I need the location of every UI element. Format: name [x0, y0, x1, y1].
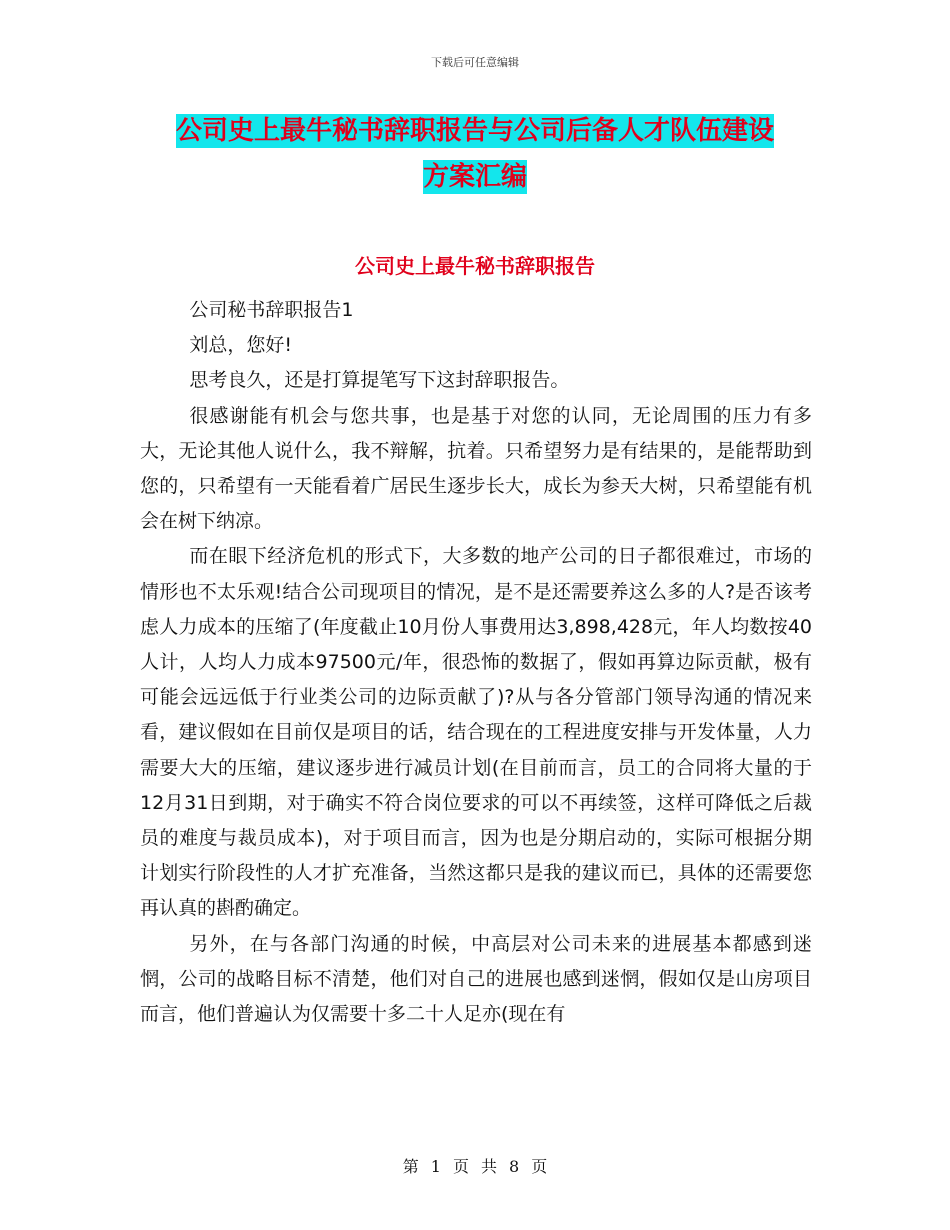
paragraph: 公司秘书辞职报告1 [189, 299, 354, 321]
footer-suffix: 页 [531, 1157, 548, 1176]
footer-prefix: 第 [402, 1157, 419, 1176]
header-note: 下载后可任意编辑 [431, 56, 519, 69]
paragraph: 而在眼下经济危机的形式下，大多数的地产公司的日子都很难过，市场的情形也不太乐观!结合公司现项目的情况，是不是还需要养这么多的人?是否该考虑人力成本的压缩了(年度截止10月份人事费用达3,898,428元，年人均数按40人计，人均人力成本97500元/年，很恐怖的数据了，假如再算边际贡献，极有可能会远远低于行业类公司的边际贡献了)?从与各分管部门领导沟通的情况来看，建议假如在目前仅是项目的话，结合现在的工程进度安排与开发体量，人力需要大大的压缩，建议逐步进行减员计划(在目前而言，员工的合同将大量的于12月31日到期，对于确实不符合岗位要求的可以不再续签，这样可降低之后裁员的难度与裁员成本)，对于项目而言，因为也是分期启动的，实际可根据分期计划实行阶段性的人才扩充准备，当然这都只是我的建议而已，具体的还需要您再认真的斟酌确定。 [140, 545, 812, 920]
footer-total-word: 共 [481, 1157, 498, 1176]
footer-page-word: 页 [452, 1157, 469, 1176]
paragraph: 思考良久，还是打算提笔写下这封辞职报告。 [189, 369, 570, 392]
page-footer [0, 1154, 950, 1177]
paragraph: 很感谢能有机会与您共事，也是基于对您的认同，无论周围的压力有多大，无论其他人说什么，我不辩解，抗着。只希望努力是有结果的，是能帮助到您的，只希望有一天能看着广居民生逐步长大，成长为参天大树，只希望能有机会在树下纳凉。 [140, 404, 812, 533]
document-title-line1: 公司史上最牛秘书辞职报告与公司后备人才队伍建设 [175, 116, 774, 146]
body-text [140, 293, 812, 1032]
paragraph: 另外，在与各部门沟通的时候，中高层对公司未来的进展基本都感到迷惘，公司的战略目标不清楚，他们对自己的进展也感到迷惘，假如仅是山房项目而言，他们普遍认为仅需要十多二十人足亦(现在有 [140, 932, 812, 1026]
document-title [150, 108, 800, 200]
document-title-line2: 方案汇编 [422, 162, 527, 192]
paragraph: 刘总，您好! [189, 334, 293, 357]
total-pages: 8 [509, 1157, 520, 1176]
page-number: 1 [430, 1157, 441, 1176]
section-title: 公司史上最牛秘书辞职报告 [355, 254, 595, 278]
